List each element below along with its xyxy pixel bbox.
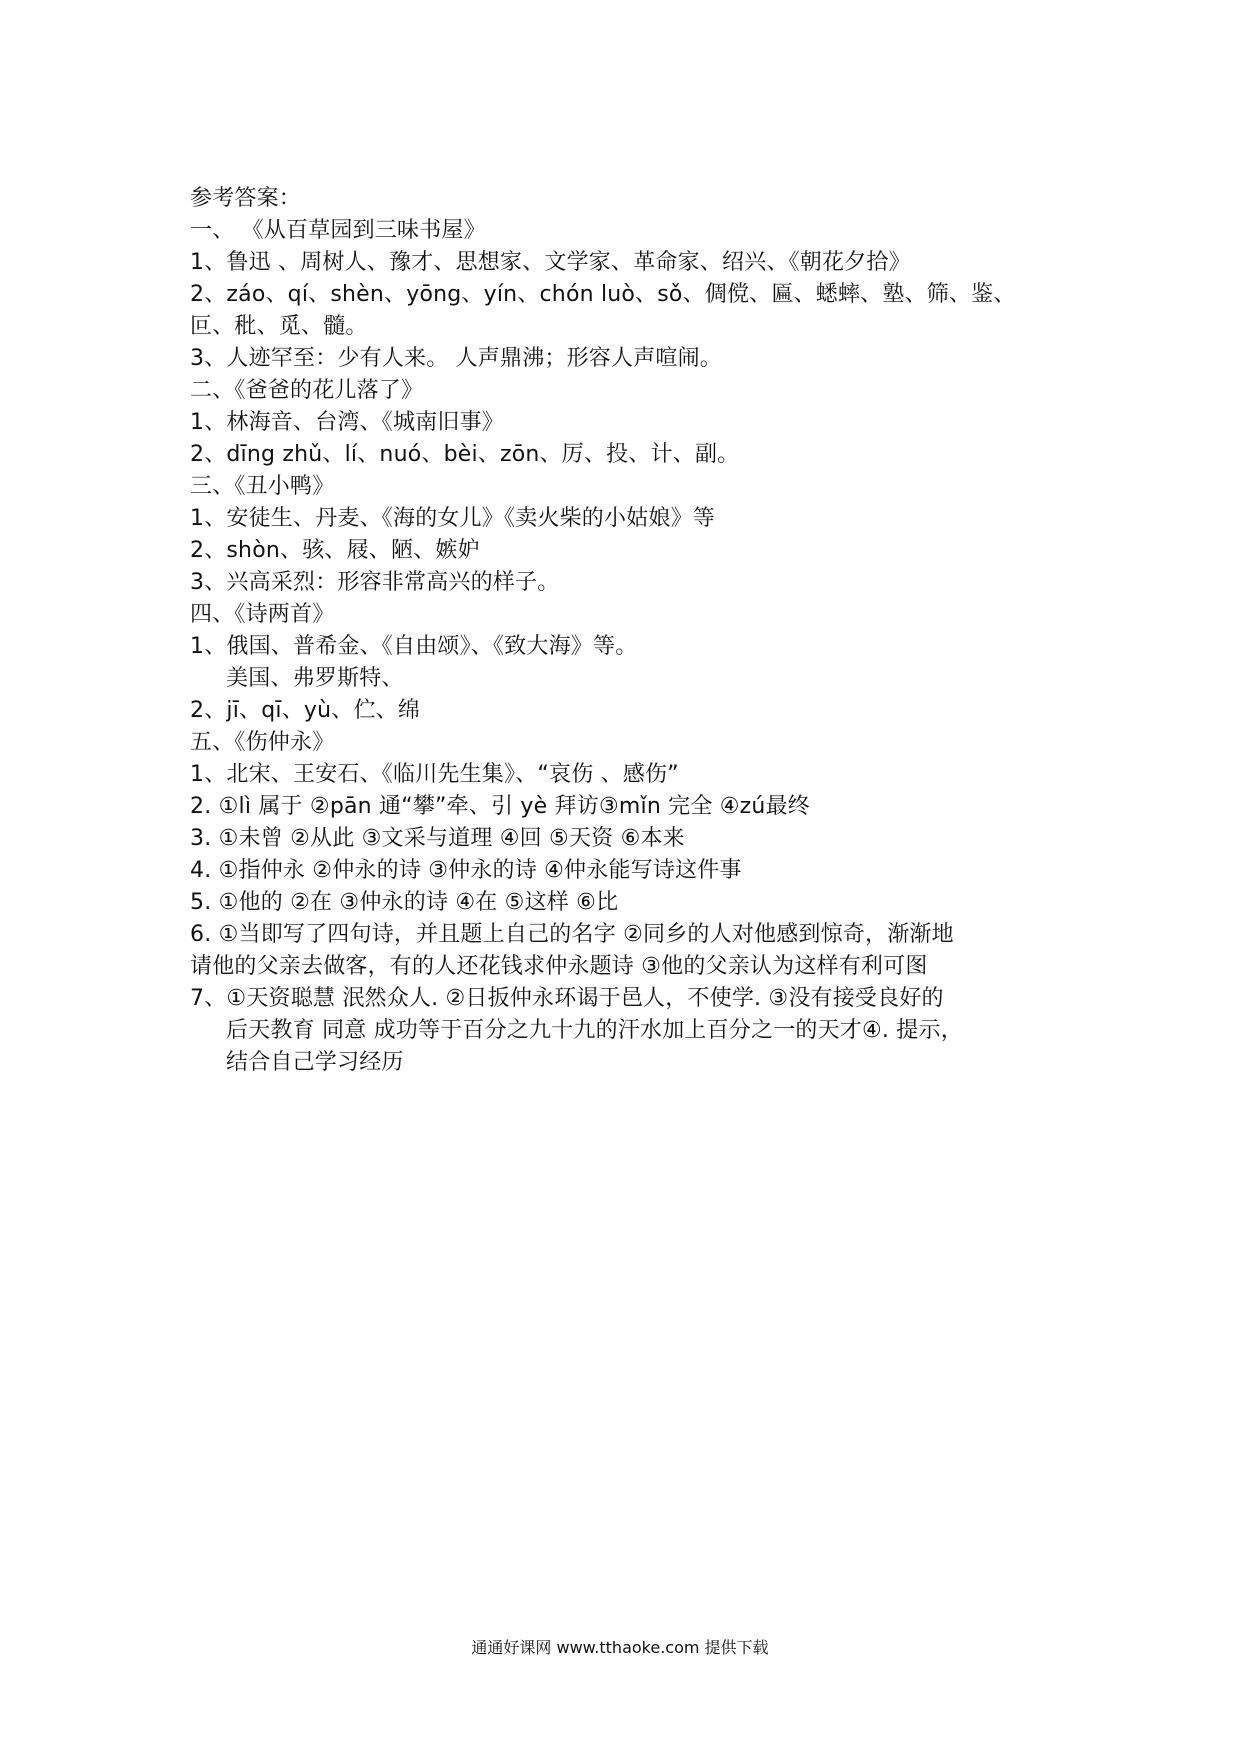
text-line: 6. ①当即写了四句诗，并且题上自己的名字 ②同乡的人对他感到惊奇，渐渐地: [190, 922, 954, 947]
footer-download-note: 通通好课网 www.tthaoke.com 提供下载: [471, 1638, 769, 1657]
text-line: 三、《丑小鸭》: [190, 474, 335, 499]
text-line: 1、鲁迅 、周树人、豫才、思想家、文学家、革命家、绍兴、《朝花夕拾》: [190, 250, 911, 275]
text-line: 2、záo、qí、shèn、yōng、yín、chón luò、sǒ、倜傥、匾、蟋蟀、塾、筛、鉴、: [190, 282, 1016, 307]
text-line: 2. ①lì 属于 ②pān 通“攀”牵、引 yè 拜访③mǐn 完全 ④zú最终: [190, 794, 810, 819]
text-line: 7、①天资聪慧 泯然众人. ②日扳仲永环谒于邑人，不使学. ③没有接受良好的: [190, 986, 944, 1011]
text-line: 3. ①未曾 ②从此 ③文采与道理 ④回 ⑤天资 ⑥本来: [190, 826, 685, 851]
text-line: 1、北宋、王安石、《临川先生集》、“哀伤 、感伤”: [190, 762, 679, 787]
text-line: 二、《爸爸的花儿落了》: [190, 378, 424, 403]
text-line: 五、《伤仲永》: [190, 730, 335, 755]
text-line: 叵、秕、觅、髓。: [190, 314, 368, 339]
answer-document: [190, 183, 1070, 1079]
text-line: 请他的父亲去做客，有的人还花钱求仲永题诗 ③他的父亲认为这样有利可图: [190, 954, 928, 979]
text-line: 4. ①指仲永 ②仲永的诗 ③仲永的诗 ④仲永能写诗这件事: [190, 858, 742, 883]
text-line: 后天教育 同意 成功等于百分之九十九的汗水加上百分之一的天才④. 提示，: [226, 1018, 963, 1043]
document-title: 参考答案：: [190, 186, 302, 211]
text-line: 3、人迹罕至：少有人来。 人声鼎沸；形容人声喧闹。: [190, 346, 722, 371]
text-line: 2、dīng zhǔ、lí、nuó、bèi、zōn、厉、投、计、副。: [190, 442, 740, 467]
text-line: 1、俄国、普希金、《自由颂》、《致大海》等。: [190, 634, 638, 659]
text-line: 四、《诗两首》: [190, 602, 335, 627]
text-line: 3、兴高采烈：形容非常高兴的样子。: [190, 570, 560, 595]
text-line: 一、 《从百草园到三味书屋》: [190, 218, 486, 243]
text-line: 2、shòn、骇、屐、陋、嫉妒: [190, 538, 480, 563]
text-line: 美国、弗罗斯特、: [226, 666, 404, 691]
text-line: 5. ①他的 ②在 ③仲永的诗 ④在 ⑤这样 ⑥比: [190, 890, 619, 915]
text-line: 结合自己学习经历: [226, 1050, 404, 1075]
text-line: 2、jī、qī、yù、伫、绵: [190, 698, 421, 723]
text-line: 1、林海音、台湾、《城南旧事》: [190, 410, 504, 435]
text-line: 1、安徒生、丹麦、《海的女儿》《卖火柴的小姑娘》等: [190, 506, 715, 531]
